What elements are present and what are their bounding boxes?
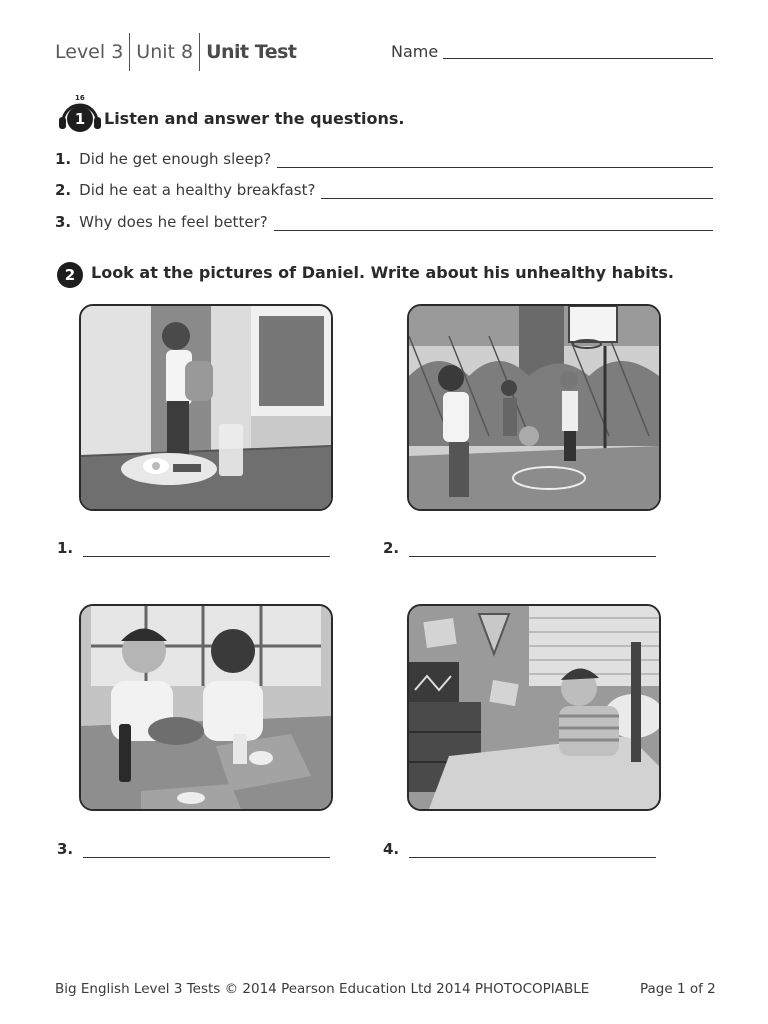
answer-line[interactable] [409,843,656,858]
picture-2-basketball [407,304,661,511]
header-title [55,38,296,66]
answer-line[interactable] [321,184,713,199]
answer-number: 1. [57,539,74,557]
question-number: 1. [55,150,72,168]
answer-line[interactable] [277,153,713,168]
header-divider [199,33,200,71]
section2-instruction: Look at the pictures of Daniel. Write about his unhealthy habits. [91,263,674,282]
footer-page-number: Page 1 of 2 [640,981,716,997]
question-text: Why does he feel better? [79,213,268,231]
question-3 [55,213,713,231]
answer-number: 3. [57,840,74,858]
answer-line[interactable] [274,216,713,231]
section1-number: 1 [67,106,93,132]
level-label: Level 3 [55,41,124,63]
question-1 [55,150,713,168]
section1-instruction: Listen and answer the questions. [104,109,405,128]
picture-1-kitchen [79,304,333,511]
answer-line[interactable] [409,542,656,557]
picture-3-cafeteria [79,604,333,811]
answer-2 [383,539,656,557]
section1-badge-group [57,94,103,138]
question-number: 3. [55,213,72,231]
name-field[interactable] [443,58,713,59]
header-divider [129,33,130,71]
question-text: Did he eat a healthy breakfast? [79,181,316,199]
answer-3 [57,840,330,858]
answer-line[interactable] [83,843,330,858]
section2-number: 2 [57,262,83,288]
track-number: 16 [75,94,85,102]
picture-4-bedroom [407,604,661,811]
answer-number: 2. [383,539,400,557]
question-number: 2. [55,181,72,199]
name-label: Name [391,42,439,61]
answer-1 [57,539,330,557]
answer-number: 4. [383,840,400,858]
footer-copyright: Big English Level 3 Tests © 2014 Pearson Education Ltd 2014 PHOTOCOPIABLE [55,981,590,997]
test-label: Unit Test [206,41,297,63]
answer-4 [383,840,656,858]
question-text: Did he get enough sleep? [79,150,272,168]
question-2 [55,181,713,199]
unit-label: Unit 8 [136,41,194,63]
answer-line[interactable] [83,542,330,557]
